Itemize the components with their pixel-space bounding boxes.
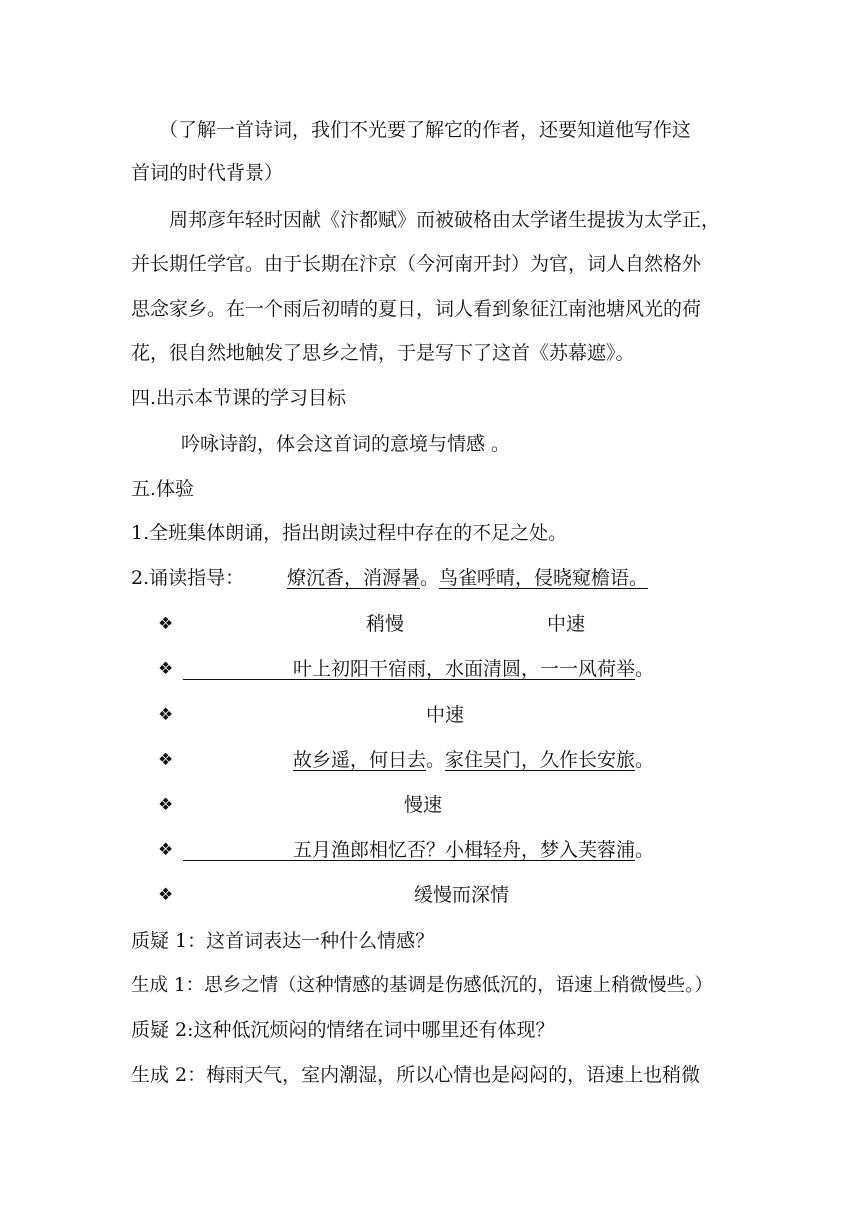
section-4-heading: 四.出示本节课的学习目标 [131, 387, 347, 409]
answer-1: 生成 1：思乡之情（这种情感的基调是伤感低沉的，语速上稍微慢些。） [131, 975, 713, 996]
paragraph-intro-line-2: 首词的时代背景） [131, 162, 284, 184]
bullet-icon: ❖ [158, 750, 174, 770]
recitation-line-1 [287, 566, 648, 590]
section-5-heading: 五.体验 [131, 478, 195, 500]
recitation-sep: 。 [420, 567, 440, 589]
list-item-2-label: 2.诵读指导： [131, 567, 245, 589]
question-2: 质疑 2:这种低沉烦闷的情绪在词中哪里还有体现？ [131, 1019, 555, 1041]
paragraph-background-line-2: 并长期任学官。由于长期在汴京（今河南开封）为官，词人自然格外 [131, 253, 702, 275]
question-1: 质疑 1：这首词表达一种什么情感？ [131, 930, 435, 952]
tempo-slow: 稍慢 [366, 613, 405, 635]
bullet-icon: ❖ [158, 614, 174, 634]
recitation-line-3-mid: 。 [426, 749, 446, 771]
answer-2: 生成 2：梅雨天气，室内潮湿，所以心情也是闷闷的，语速上也稍微 [131, 1064, 701, 1086]
list-item-1: 1.全班集体朗诵，指出朗读过程中存在的不足之处。 [131, 522, 568, 544]
tempo-medium-2: 中速 [426, 704, 465, 726]
paragraph-background-line-4: 花，很自然地触发了思乡之情，于是写下了这首《苏幕遮》。 [131, 342, 635, 364]
bullet-icon: ❖ [158, 659, 174, 679]
recitation-line-3 [293, 748, 654, 772]
bullet-icon: ❖ [158, 795, 174, 815]
tempo-deep: 缓慢而深情 [414, 884, 510, 906]
tempo-slow-2: 慢速 [404, 794, 443, 816]
recitation-line-1b: 鸟雀呼晴，侵晓窥檐语。 [439, 567, 649, 589]
bullet-icon: ❖ [158, 885, 174, 905]
recitation-line-4 [183, 838, 654, 862]
recitation-line-2-text: 叶上初阳干宿雨，水面清圆，一一风荷举 [293, 658, 636, 680]
tempo-medium: 中速 [547, 613, 586, 635]
bullet-icon: ❖ [158, 705, 174, 725]
recitation-line-3b: 家住吴门，久作长安旅 [445, 749, 636, 771]
paragraph-background-line-1: 周邦彦年轻时因献《汴都赋》而被破格由太学诸生提拔为太学正， [169, 209, 721, 231]
blank-line [183, 860, 293, 861]
recitation-line-4-end: 。 [635, 839, 655, 861]
recitation-line-3a: 故乡遥，何日去 [293, 749, 427, 771]
bullet-icon: ❖ [158, 840, 174, 860]
paragraph-background-line-3: 思念家乡。在一个雨后初晴的夏日，词人看到象征江南池塘风光的荷 [131, 298, 702, 320]
learning-goal: 吟咏诗韵，体会这首词的意境与情感 。 [181, 433, 511, 455]
recitation-line-4-text: 五月渔郎相忆否？小楫轻舟，梦入芙蓉浦 [293, 839, 636, 861]
recitation-line-2 [183, 657, 654, 681]
blank-line [183, 679, 293, 680]
recitation-line-3-end: 。 [635, 749, 655, 771]
recitation-line-2-end: 。 [635, 658, 655, 680]
paragraph-intro-line-1: （了解一首诗词，我们不光要了解它的作者，还要知道他写作这 [159, 119, 692, 141]
recitation-line-1a: 燎沉香，消溽暑 [287, 567, 421, 589]
